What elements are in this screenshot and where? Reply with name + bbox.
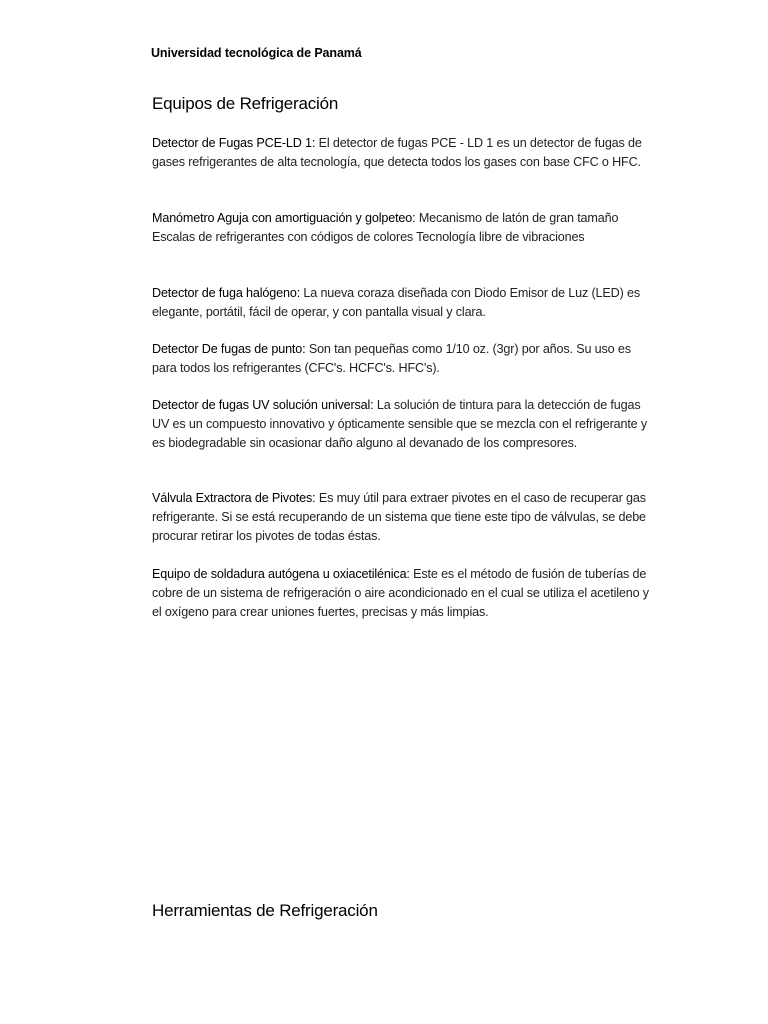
entry-term: Detector de Fugas PCE-LD 1: xyxy=(152,136,316,150)
section-title-equipos: Equipos de Refrigeración xyxy=(152,94,339,113)
section-title-herramientas: Herramientas de Refrigeración xyxy=(152,901,378,920)
entry-term: Detector de fugas UV solución universal: xyxy=(152,398,374,412)
entry-term: Equipo de soldadura autógena u oxiacetilénica xyxy=(152,567,407,581)
entry-detector-halogeno xyxy=(152,284,652,322)
entry-term: Manómetro Aguja con amortiguación y golpeteo: xyxy=(152,211,416,225)
entry-description: Mecanismo de latón de gran tamaño Escalas de refrigerantes con códigos de colores Tecnología libre de vibraciones xyxy=(152,211,619,244)
entry-manometro xyxy=(152,209,652,247)
entry-detector-fugas-pce xyxy=(152,134,652,172)
entry-description: Es muy útil para extraer pivotes en el caso de recuperar gas refrigerante. Si se está recuperando de un sistema que tiene este tipo de válvulas, se debe procurar retirar los pivotes de todas éstas. xyxy=(152,491,646,543)
entry-term: Válvula Extractora de Pivotes: xyxy=(152,491,316,505)
entry-detector-punto xyxy=(152,340,652,378)
entry-detector-uv xyxy=(152,396,652,453)
institution-header: Universidad tecnológica de Panamá xyxy=(151,46,362,60)
entry-description: : Este es el método de fusión de tuberías de cobre de un sistema de refrigeración o aire acondicionado en el cual se utiliza el acetileno y el oxígeno para crear uniones fuertes, precisas y más limpias. xyxy=(152,567,649,619)
entry-description: Son tan pequeñas como 1/10 oz. (3gr) por años. Su uso es para todos los refrigerantes (CFC's. HCFC's. HFC's). xyxy=(152,342,631,375)
entry-description: El detector de fugas PCE - LD 1 es un detector de fugas de gases refrigerantes de alta tecnología, que detecta todos los gases con base CFC o HFC. xyxy=(152,136,642,169)
entry-valvula-extractora xyxy=(152,489,652,546)
entry-description: La nueva coraza diseñada con Diodo Emisor de Luz (LED) es elegante, portátil, fácil de operar, y con pantalla visual y clara. xyxy=(152,286,640,319)
entry-term: Detector De fugas de punto: xyxy=(152,342,306,356)
entry-soldadura xyxy=(152,565,652,622)
entry-description: La solución de tintura para la detección de fugas UV es un compuesto innovativo y ópticamente sensible que se mezcla con el refrigerante y es biodegradable sin ocasionar daño alguno al devanado de los compresores. xyxy=(152,398,648,450)
entry-term: Detector de fuga halógeno: xyxy=(152,286,301,300)
